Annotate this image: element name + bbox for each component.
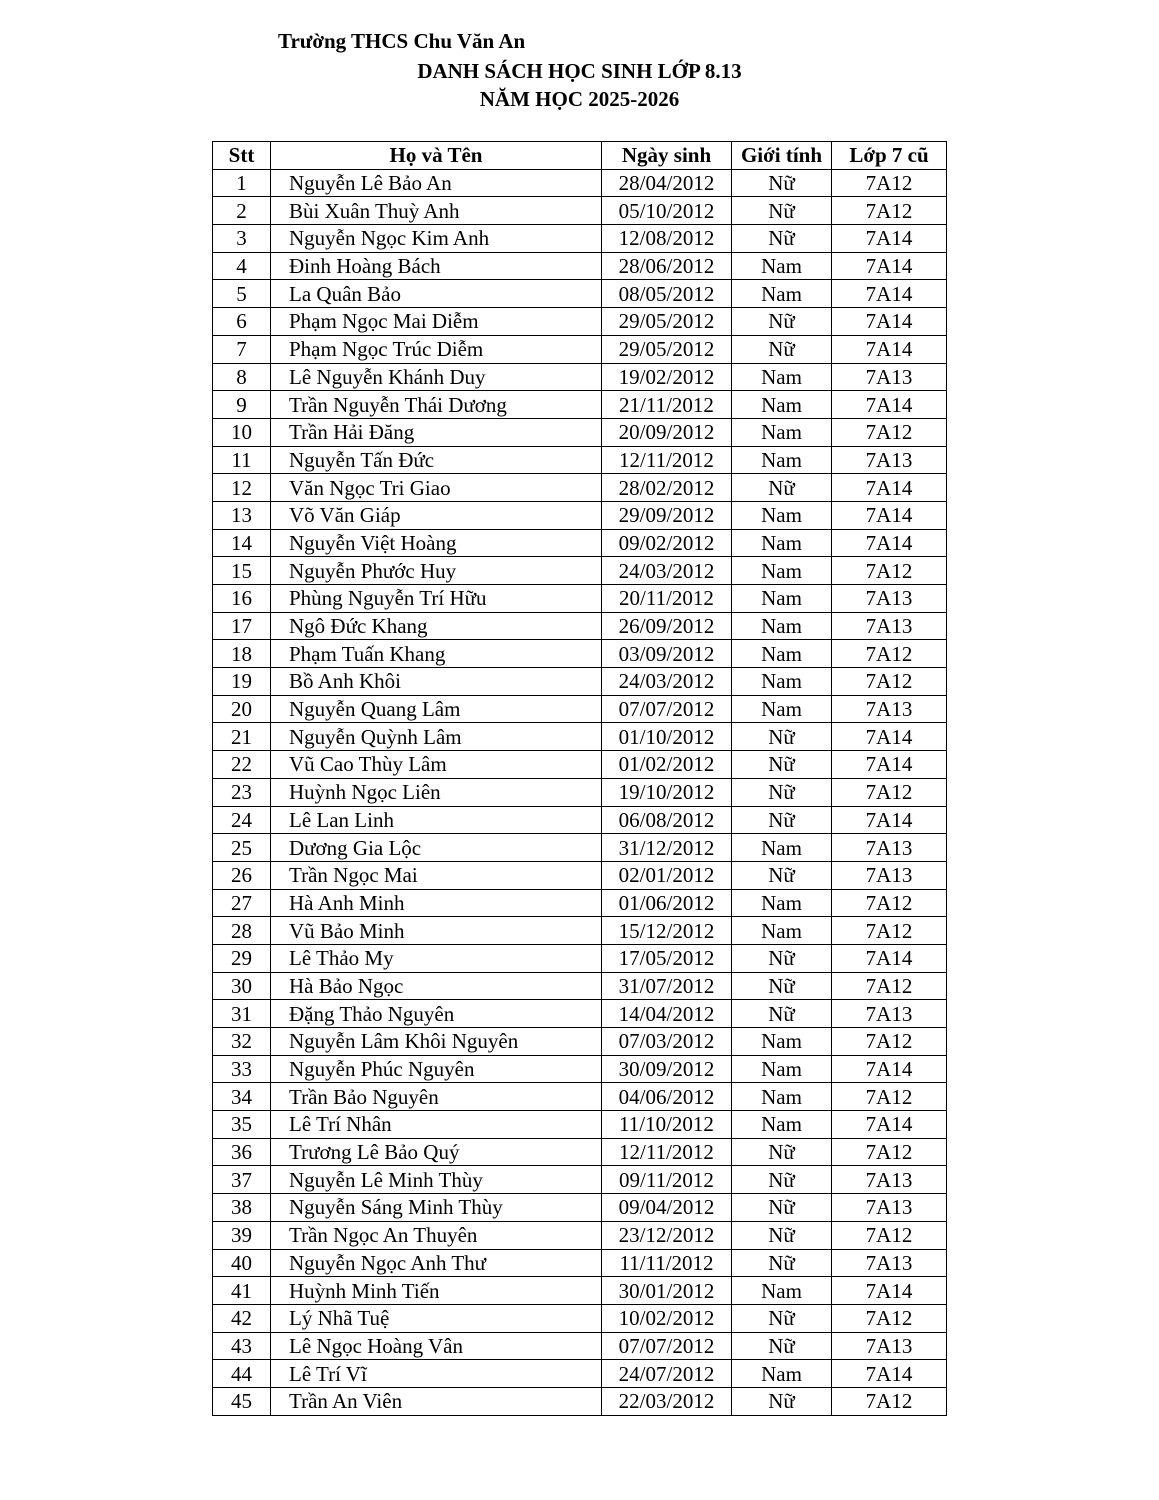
cell-gender: Nữ bbox=[732, 1332, 832, 1360]
cell-stt: 44 bbox=[213, 1360, 271, 1388]
cell-stt: 22 bbox=[213, 751, 271, 779]
table-row bbox=[213, 225, 947, 253]
table-row bbox=[213, 529, 947, 557]
cell-stt: 45 bbox=[213, 1387, 271, 1415]
cell-stt: 34 bbox=[213, 1083, 271, 1111]
cell-dob: 05/10/2012 bbox=[602, 197, 732, 225]
table-row bbox=[213, 1055, 947, 1083]
cell-gender: Nam bbox=[732, 1360, 832, 1388]
cell-stt: 11 bbox=[213, 446, 271, 474]
cell-dob: 12/08/2012 bbox=[602, 225, 732, 253]
table-row bbox=[213, 834, 947, 862]
cell-name: Vũ Cao Thùy Lâm bbox=[271, 751, 602, 779]
table-row bbox=[213, 252, 947, 280]
cell-old-class: 7A14 bbox=[832, 1360, 947, 1388]
cell-old-class: 7A13 bbox=[832, 834, 947, 862]
table-row bbox=[213, 446, 947, 474]
table-row bbox=[213, 1138, 947, 1166]
document-title: DANH SÁCH HỌC SINH LỚP 8.13 bbox=[417, 59, 742, 83]
cell-old-class: 7A12 bbox=[832, 1387, 947, 1415]
cell-dob: 30/01/2012 bbox=[602, 1277, 732, 1305]
cell-gender: Nam bbox=[732, 529, 832, 557]
table-row bbox=[213, 308, 947, 336]
table-row bbox=[213, 917, 947, 945]
cell-old-class: 7A13 bbox=[832, 446, 947, 474]
cell-dob: 01/10/2012 bbox=[602, 723, 732, 751]
cell-name: Phạm Ngọc Mai Diễm bbox=[271, 308, 602, 336]
cell-name: Phạm Tuấn Khang bbox=[271, 640, 602, 668]
cell-gender: Nữ bbox=[732, 972, 832, 1000]
cell-name: Vũ Bảo Minh bbox=[271, 917, 602, 945]
cell-old-class: 7A13 bbox=[832, 695, 947, 723]
table-row bbox=[213, 751, 947, 779]
table-row bbox=[213, 585, 947, 613]
cell-name: Hà Bảo Ngọc bbox=[271, 972, 602, 1000]
cell-dob: 22/03/2012 bbox=[602, 1387, 732, 1415]
table-row bbox=[213, 363, 947, 391]
cell-dob: 28/02/2012 bbox=[602, 474, 732, 502]
cell-old-class: 7A13 bbox=[832, 585, 947, 613]
cell-name: Huỳnh Ngọc Liên bbox=[271, 778, 602, 806]
cell-stt: 13 bbox=[213, 501, 271, 529]
cell-old-class: 7A14 bbox=[832, 1111, 947, 1139]
cell-stt: 8 bbox=[213, 363, 271, 391]
column-header-old-class: Lớp 7 cũ bbox=[832, 142, 947, 170]
cell-gender: Nam bbox=[732, 834, 832, 862]
cell-dob: 31/12/2012 bbox=[602, 834, 732, 862]
cell-old-class: 7A12 bbox=[832, 778, 947, 806]
cell-dob: 03/09/2012 bbox=[602, 640, 732, 668]
cell-stt: 26 bbox=[213, 861, 271, 889]
cell-gender: Nam bbox=[732, 280, 832, 308]
cell-old-class: 7A12 bbox=[832, 197, 947, 225]
cell-name: Lê Trí Vĩ bbox=[271, 1360, 602, 1388]
cell-gender: Nữ bbox=[732, 751, 832, 779]
cell-dob: 10/02/2012 bbox=[602, 1304, 732, 1332]
cell-dob: 19/02/2012 bbox=[602, 363, 732, 391]
cell-stt: 24 bbox=[213, 806, 271, 834]
table-row bbox=[213, 1194, 947, 1222]
table-row bbox=[213, 197, 947, 225]
cell-name: Dương Gia Lộc bbox=[271, 834, 602, 862]
cell-gender: Nữ bbox=[732, 806, 832, 834]
cell-gender: Nam bbox=[732, 252, 832, 280]
cell-gender: Nữ bbox=[732, 861, 832, 889]
cell-old-class: 7A12 bbox=[832, 889, 947, 917]
table-row bbox=[213, 280, 947, 308]
cell-stt: 5 bbox=[213, 280, 271, 308]
cell-name: Lê Trí Nhân bbox=[271, 1111, 602, 1139]
table-row bbox=[213, 418, 947, 446]
cell-gender: Nam bbox=[732, 917, 832, 945]
cell-old-class: 7A12 bbox=[832, 1221, 947, 1249]
cell-name: Văn Ngọc Tri Giao bbox=[271, 474, 602, 502]
cell-dob: 12/11/2012 bbox=[602, 1138, 732, 1166]
cell-name: Nguyễn Quang Lâm bbox=[271, 695, 602, 723]
cell-dob: 11/11/2012 bbox=[602, 1249, 732, 1277]
cell-stt: 43 bbox=[213, 1332, 271, 1360]
cell-gender: Nam bbox=[732, 1111, 832, 1139]
student-table bbox=[212, 141, 947, 1416]
cell-name: Trần An Viên bbox=[271, 1387, 602, 1415]
cell-gender: Nam bbox=[732, 695, 832, 723]
cell-dob: 15/12/2012 bbox=[602, 917, 732, 945]
cell-name: Nguyễn Ngọc Anh Thư bbox=[271, 1249, 602, 1277]
cell-gender: Nữ bbox=[732, 308, 832, 336]
cell-dob: 28/04/2012 bbox=[602, 169, 732, 197]
cell-name: Nguyễn Ngọc Kim Anh bbox=[271, 225, 602, 253]
table-row bbox=[213, 335, 947, 363]
cell-name: Lê Nguyễn Khánh Duy bbox=[271, 363, 602, 391]
table-row bbox=[213, 1221, 947, 1249]
cell-name: Nguyễn Việt Hoàng bbox=[271, 529, 602, 557]
table-row bbox=[213, 391, 947, 419]
cell-old-class: 7A14 bbox=[832, 806, 947, 834]
table-row bbox=[213, 1277, 947, 1305]
cell-name: Lê Thảo My bbox=[271, 944, 602, 972]
cell-old-class: 7A13 bbox=[832, 1249, 947, 1277]
cell-dob: 24/03/2012 bbox=[602, 557, 732, 585]
cell-dob: 23/12/2012 bbox=[602, 1221, 732, 1249]
cell-name: Trương Lê Bảo Quý bbox=[271, 1138, 602, 1166]
table-row bbox=[213, 1000, 947, 1028]
cell-name: Nguyễn Lâm Khôi Nguyên bbox=[271, 1028, 602, 1056]
cell-old-class: 7A13 bbox=[832, 1194, 947, 1222]
cell-stt: 21 bbox=[213, 723, 271, 751]
cell-name: Hà Anh Minh bbox=[271, 889, 602, 917]
cell-gender: Nam bbox=[732, 418, 832, 446]
cell-dob: 07/07/2012 bbox=[602, 695, 732, 723]
cell-old-class: 7A14 bbox=[832, 751, 947, 779]
cell-old-class: 7A14 bbox=[832, 501, 947, 529]
cell-dob: 12/11/2012 bbox=[602, 446, 732, 474]
cell-old-class: 7A14 bbox=[832, 391, 947, 419]
table-row bbox=[213, 1387, 947, 1415]
cell-old-class: 7A13 bbox=[832, 612, 947, 640]
cell-dob: 01/02/2012 bbox=[602, 751, 732, 779]
cell-stt: 30 bbox=[213, 972, 271, 1000]
cell-dob: 24/07/2012 bbox=[602, 1360, 732, 1388]
cell-dob: 11/10/2012 bbox=[602, 1111, 732, 1139]
cell-dob: 14/04/2012 bbox=[602, 1000, 732, 1028]
cell-gender: Nam bbox=[732, 446, 832, 474]
cell-name: Nguyễn Phúc Nguyên bbox=[271, 1055, 602, 1083]
cell-dob: 07/07/2012 bbox=[602, 1332, 732, 1360]
cell-old-class: 7A14 bbox=[832, 308, 947, 336]
cell-gender: Nữ bbox=[732, 944, 832, 972]
cell-gender: Nữ bbox=[732, 1000, 832, 1028]
cell-stt: 18 bbox=[213, 640, 271, 668]
cell-dob: 29/05/2012 bbox=[602, 335, 732, 363]
cell-old-class: 7A12 bbox=[832, 1138, 947, 1166]
cell-old-class: 7A14 bbox=[832, 944, 947, 972]
table-header-row bbox=[213, 142, 947, 170]
cell-stt: 6 bbox=[213, 308, 271, 336]
cell-name: Phạm Ngọc Trúc Diễm bbox=[271, 335, 602, 363]
cell-old-class: 7A14 bbox=[832, 474, 947, 502]
cell-stt: 9 bbox=[213, 391, 271, 419]
table-row bbox=[213, 806, 947, 834]
cell-dob: 19/10/2012 bbox=[602, 778, 732, 806]
column-header-gender: Giới tính bbox=[732, 142, 832, 170]
table-row bbox=[213, 557, 947, 585]
column-header-dob: Ngày sinh bbox=[602, 142, 732, 170]
table-row bbox=[213, 474, 947, 502]
cell-name: Nguyễn Phước Huy bbox=[271, 557, 602, 585]
cell-dob: 01/06/2012 bbox=[602, 889, 732, 917]
cell-name: Bồ Anh Khôi bbox=[271, 668, 602, 696]
cell-stt: 16 bbox=[213, 585, 271, 613]
cell-name: Phùng Nguyễn Trí Hữu bbox=[271, 585, 602, 613]
cell-gender: Nữ bbox=[732, 1138, 832, 1166]
cell-name: Trần Ngọc An Thuyên bbox=[271, 1221, 602, 1249]
table-row bbox=[213, 1166, 947, 1194]
table-row bbox=[213, 1083, 947, 1111]
table-row bbox=[213, 1332, 947, 1360]
cell-old-class: 7A13 bbox=[832, 363, 947, 391]
cell-old-class: 7A14 bbox=[832, 280, 947, 308]
cell-gender: Nam bbox=[732, 501, 832, 529]
cell-stt: 4 bbox=[213, 252, 271, 280]
cell-dob: 29/09/2012 bbox=[602, 501, 732, 529]
cell-stt: 7 bbox=[213, 335, 271, 363]
cell-old-class: 7A12 bbox=[832, 1304, 947, 1332]
cell-stt: 19 bbox=[213, 668, 271, 696]
cell-gender: Nữ bbox=[732, 723, 832, 751]
cell-dob: 30/09/2012 bbox=[602, 1055, 732, 1083]
cell-old-class: 7A12 bbox=[832, 640, 947, 668]
cell-stt: 41 bbox=[213, 1277, 271, 1305]
school-name: Trường THCS Chu Văn An bbox=[278, 29, 526, 53]
cell-gender: Nam bbox=[732, 585, 832, 613]
table-row bbox=[213, 695, 947, 723]
cell-stt: 15 bbox=[213, 557, 271, 585]
cell-old-class: 7A14 bbox=[832, 1055, 947, 1083]
cell-dob: 24/03/2012 bbox=[602, 668, 732, 696]
cell-stt: 36 bbox=[213, 1138, 271, 1166]
table-row bbox=[213, 668, 947, 696]
cell-name: Đặng Thảo Nguyên bbox=[271, 1000, 602, 1028]
cell-old-class: 7A12 bbox=[832, 418, 947, 446]
cell-dob: 07/03/2012 bbox=[602, 1028, 732, 1056]
table-row bbox=[213, 640, 947, 668]
cell-stt: 35 bbox=[213, 1111, 271, 1139]
cell-name: Lê Ngọc Hoàng Vân bbox=[271, 1332, 602, 1360]
cell-stt: 2 bbox=[213, 197, 271, 225]
cell-dob: 26/09/2012 bbox=[602, 612, 732, 640]
cell-name: Nguyễn Quỳnh Lâm bbox=[271, 723, 602, 751]
cell-stt: 3 bbox=[213, 225, 271, 253]
cell-stt: 40 bbox=[213, 1249, 271, 1277]
cell-name: Ngô Đức Khang bbox=[271, 612, 602, 640]
column-header-name: Họ và Tên bbox=[271, 142, 602, 170]
cell-dob: 17/05/2012 bbox=[602, 944, 732, 972]
cell-dob: 20/09/2012 bbox=[602, 418, 732, 446]
cell-gender: Nam bbox=[732, 391, 832, 419]
column-header-stt: Stt bbox=[213, 142, 271, 170]
cell-name: Trần Ngọc Mai bbox=[271, 861, 602, 889]
cell-old-class: 7A14 bbox=[832, 1277, 947, 1305]
cell-name: Lê Lan Linh bbox=[271, 806, 602, 834]
cell-gender: Nam bbox=[732, 1028, 832, 1056]
cell-gender: Nam bbox=[732, 668, 832, 696]
cell-name: Nguyễn Lê Bảo An bbox=[271, 169, 602, 197]
cell-stt: 14 bbox=[213, 529, 271, 557]
cell-name: Trần Hải Đăng bbox=[271, 418, 602, 446]
cell-old-class: 7A12 bbox=[832, 972, 947, 1000]
cell-gender: Nữ bbox=[732, 225, 832, 253]
cell-dob: 02/01/2012 bbox=[602, 861, 732, 889]
cell-gender: Nam bbox=[732, 1055, 832, 1083]
cell-gender: Nam bbox=[732, 363, 832, 391]
table-row bbox=[213, 1304, 947, 1332]
cell-gender: Nam bbox=[732, 1277, 832, 1305]
cell-old-class: 7A12 bbox=[832, 169, 947, 197]
cell-stt: 17 bbox=[213, 612, 271, 640]
table-body bbox=[213, 169, 947, 1415]
cell-dob: 09/04/2012 bbox=[602, 1194, 732, 1222]
cell-gender: Nam bbox=[732, 640, 832, 668]
cell-name: Nguyễn Lê Minh Thùy bbox=[271, 1166, 602, 1194]
cell-dob: 28/06/2012 bbox=[602, 252, 732, 280]
cell-old-class: 7A12 bbox=[832, 557, 947, 585]
cell-old-class: 7A12 bbox=[832, 917, 947, 945]
table-row bbox=[213, 972, 947, 1000]
cell-stt: 38 bbox=[213, 1194, 271, 1222]
table-row bbox=[213, 944, 947, 972]
cell-stt: 33 bbox=[213, 1055, 271, 1083]
table-row bbox=[213, 778, 947, 806]
cell-stt: 27 bbox=[213, 889, 271, 917]
cell-dob: 29/05/2012 bbox=[602, 308, 732, 336]
cell-gender: Nữ bbox=[732, 474, 832, 502]
cell-gender: Nam bbox=[732, 557, 832, 585]
cell-name: Nguyễn Tấn Đức bbox=[271, 446, 602, 474]
cell-name: Đinh Hoàng Bách bbox=[271, 252, 602, 280]
cell-stt: 42 bbox=[213, 1304, 271, 1332]
cell-name: Lý Nhã Tuệ bbox=[271, 1304, 602, 1332]
cell-dob: 09/11/2012 bbox=[602, 1166, 732, 1194]
cell-old-class: 7A13 bbox=[832, 1000, 947, 1028]
cell-name: Trần Nguyễn Thái Dương bbox=[271, 391, 602, 419]
cell-stt: 28 bbox=[213, 917, 271, 945]
cell-gender: Nữ bbox=[732, 169, 832, 197]
cell-gender: Nữ bbox=[732, 1166, 832, 1194]
cell-stt: 39 bbox=[213, 1221, 271, 1249]
cell-gender: Nữ bbox=[732, 1387, 832, 1415]
table-row bbox=[213, 861, 947, 889]
table-row bbox=[213, 612, 947, 640]
cell-gender: Nữ bbox=[732, 1221, 832, 1249]
cell-stt: 32 bbox=[213, 1028, 271, 1056]
cell-old-class: 7A14 bbox=[832, 335, 947, 363]
table-row bbox=[213, 723, 947, 751]
cell-stt: 12 bbox=[213, 474, 271, 502]
cell-dob: 20/11/2012 bbox=[602, 585, 732, 613]
cell-gender: Nữ bbox=[732, 1304, 832, 1332]
cell-stt: 20 bbox=[213, 695, 271, 723]
cell-stt: 25 bbox=[213, 834, 271, 862]
table-row bbox=[213, 1028, 947, 1056]
cell-old-class: 7A14 bbox=[832, 529, 947, 557]
cell-stt: 10 bbox=[213, 418, 271, 446]
cell-name: Huỳnh Minh Tiến bbox=[271, 1277, 602, 1305]
cell-dob: 04/06/2012 bbox=[602, 1083, 732, 1111]
cell-old-class: 7A13 bbox=[832, 1332, 947, 1360]
table-row bbox=[213, 501, 947, 529]
cell-old-class: 7A14 bbox=[832, 252, 947, 280]
cell-dob: 09/02/2012 bbox=[602, 529, 732, 557]
school-year: NĂM HỌC 2025-2026 bbox=[479, 87, 680, 111]
cell-stt: 31 bbox=[213, 1000, 271, 1028]
cell-gender: Nam bbox=[732, 889, 832, 917]
cell-name: La Quân Bảo bbox=[271, 280, 602, 308]
cell-name: Trần Bảo Nguyên bbox=[271, 1083, 602, 1111]
table-row bbox=[213, 1360, 947, 1388]
cell-gender: Nữ bbox=[732, 335, 832, 363]
cell-stt: 23 bbox=[213, 778, 271, 806]
cell-stt: 1 bbox=[213, 169, 271, 197]
cell-stt: 29 bbox=[213, 944, 271, 972]
cell-gender: Nam bbox=[732, 1083, 832, 1111]
cell-dob: 21/11/2012 bbox=[602, 391, 732, 419]
table-row bbox=[213, 169, 947, 197]
table-row bbox=[213, 1111, 947, 1139]
table-row bbox=[213, 889, 947, 917]
cell-name: Bùi Xuân Thuỳ Anh bbox=[271, 197, 602, 225]
cell-stt: 37 bbox=[213, 1166, 271, 1194]
cell-gender: Nam bbox=[732, 612, 832, 640]
cell-old-class: 7A13 bbox=[832, 1166, 947, 1194]
cell-gender: Nữ bbox=[732, 778, 832, 806]
cell-old-class: 7A12 bbox=[832, 1083, 947, 1111]
cell-old-class: 7A12 bbox=[832, 668, 947, 696]
cell-name: Nguyễn Sáng Minh Thùy bbox=[271, 1194, 602, 1222]
cell-gender: Nữ bbox=[732, 197, 832, 225]
cell-gender: Nữ bbox=[732, 1249, 832, 1277]
table-row bbox=[213, 1249, 947, 1277]
cell-old-class: 7A13 bbox=[832, 861, 947, 889]
cell-old-class: 7A14 bbox=[832, 723, 947, 751]
cell-old-class: 7A14 bbox=[832, 225, 947, 253]
cell-dob: 06/08/2012 bbox=[602, 806, 732, 834]
cell-dob: 31/07/2012 bbox=[602, 972, 732, 1000]
cell-old-class: 7A12 bbox=[832, 1028, 947, 1056]
cell-gender: Nữ bbox=[732, 1194, 832, 1222]
cell-name: Võ Văn Giáp bbox=[271, 501, 602, 529]
cell-dob: 08/05/2012 bbox=[602, 280, 732, 308]
